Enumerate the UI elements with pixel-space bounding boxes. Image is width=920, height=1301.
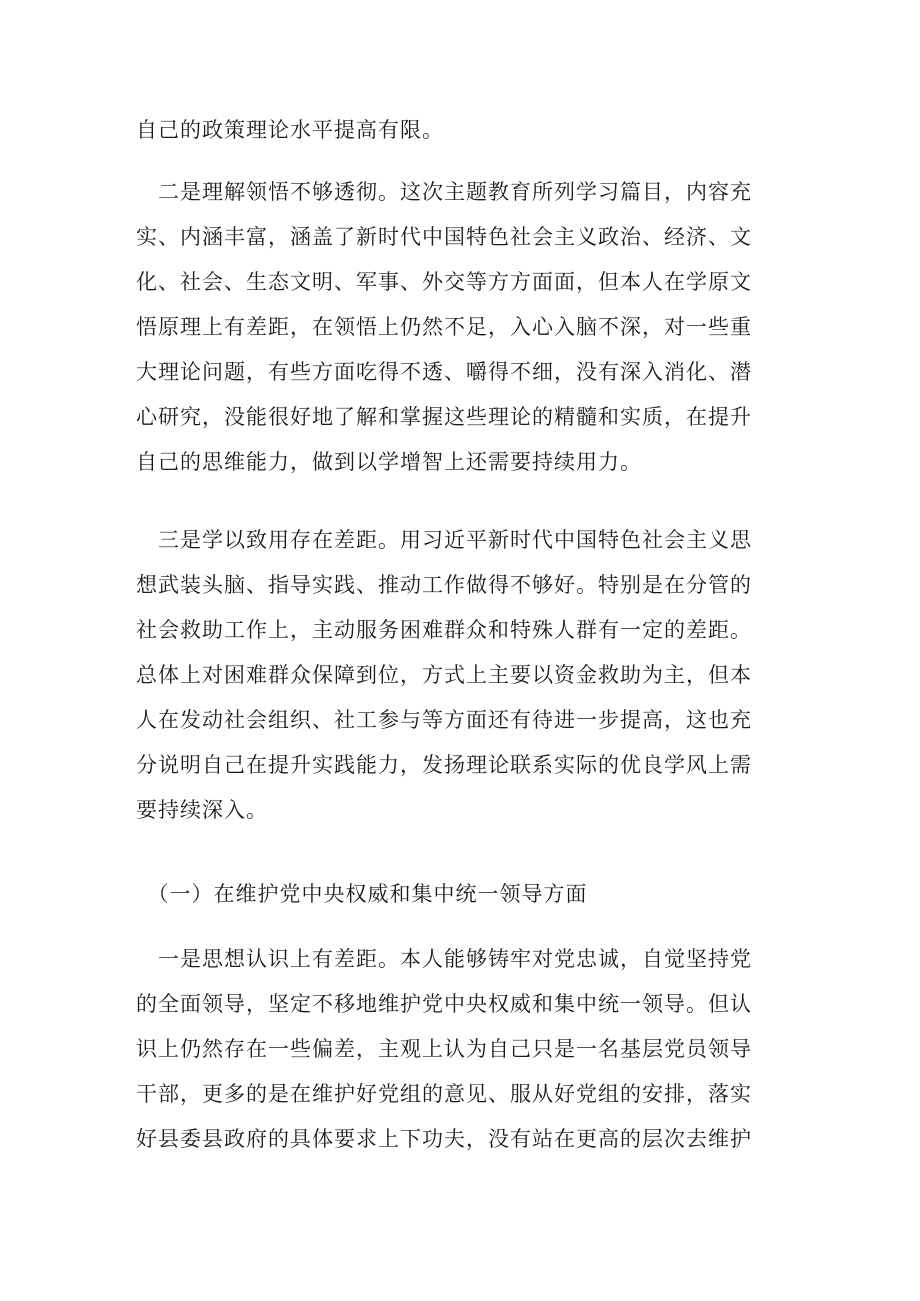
text-line: 三是学以致用存在差距。用习近平新时代中国特色社会主义思 xyxy=(136,528,752,552)
text-line: 识上仍然存在一些偏差，主观上认为自己只是一名基层党员领导 xyxy=(136,1037,752,1061)
text-line: 大理论问题，有些方面吃得不透、嚼得不细，没有深入消化、潜 xyxy=(136,360,752,384)
paragraph-application xyxy=(136,518,788,833)
text-line: 好县委县政府的具体要求上下功夫，没有站在更高的层次去维护 xyxy=(136,1127,752,1151)
section-heading xyxy=(136,872,788,917)
text-line: 干部，更多的是在维护好党组的意见、服从好党组的安排，落实 xyxy=(136,1082,752,1106)
text-line: 分说明自己在提升实践能力，发扬理论联系实际的优良学风上需 xyxy=(136,753,752,777)
text-line: 要持续深入。 xyxy=(136,798,268,822)
text-line: 想武装头脑、指导实践、推动工作做得不够好。特别是在分管的 xyxy=(136,573,752,597)
text-line: 自己的思维能力，做到以学增智上还需要持续用力。 xyxy=(136,450,642,474)
text-line: 心研究，没能很好地了解和掌握这些理论的精髓和实质，在提升 xyxy=(136,405,752,429)
text-line: 社会救助工作上，主动服务困难群众和特殊人群有一定的差距。 xyxy=(136,618,752,642)
text-line: 化、社会、生态文明、军事、外交等方方面面，但本人在学原文 xyxy=(136,270,752,294)
paragraph-ideological-awareness xyxy=(136,937,788,1162)
text-line: 二是理解领悟不够透彻。这次主题教育所列学习篇目，内容充 xyxy=(136,180,752,204)
heading-line: （一）在维护党中央权威和集中统一领导方面 xyxy=(136,882,588,906)
text-line: 一是思想认识上有差距。本人能够铸牢对党忠诚，自觉坚持党 xyxy=(136,947,752,971)
text-line: 实、内涵丰富，涵盖了新时代中国特色社会主义政治、经济、文 xyxy=(136,225,752,249)
text-line: 总体上对困难群众保障到位，方式上主要以资金救助为主，但本 xyxy=(136,663,752,687)
text-line: 人在发动社会组织、社工参与等方面还有待进一步提高，这也充 xyxy=(136,708,752,732)
text-line: 自己的政策理论水平提高有限。 xyxy=(136,118,444,142)
text-line: 的全面领导，坚定不移地维护党中央权威和集中统一领导。但认 xyxy=(136,992,752,1016)
text-line: 悟原理上有差距，在领悟上仍然不足，入心入脑不深，对一些重 xyxy=(136,315,752,339)
paragraph-policy-theory xyxy=(136,108,788,153)
paragraph-understanding xyxy=(136,170,788,485)
